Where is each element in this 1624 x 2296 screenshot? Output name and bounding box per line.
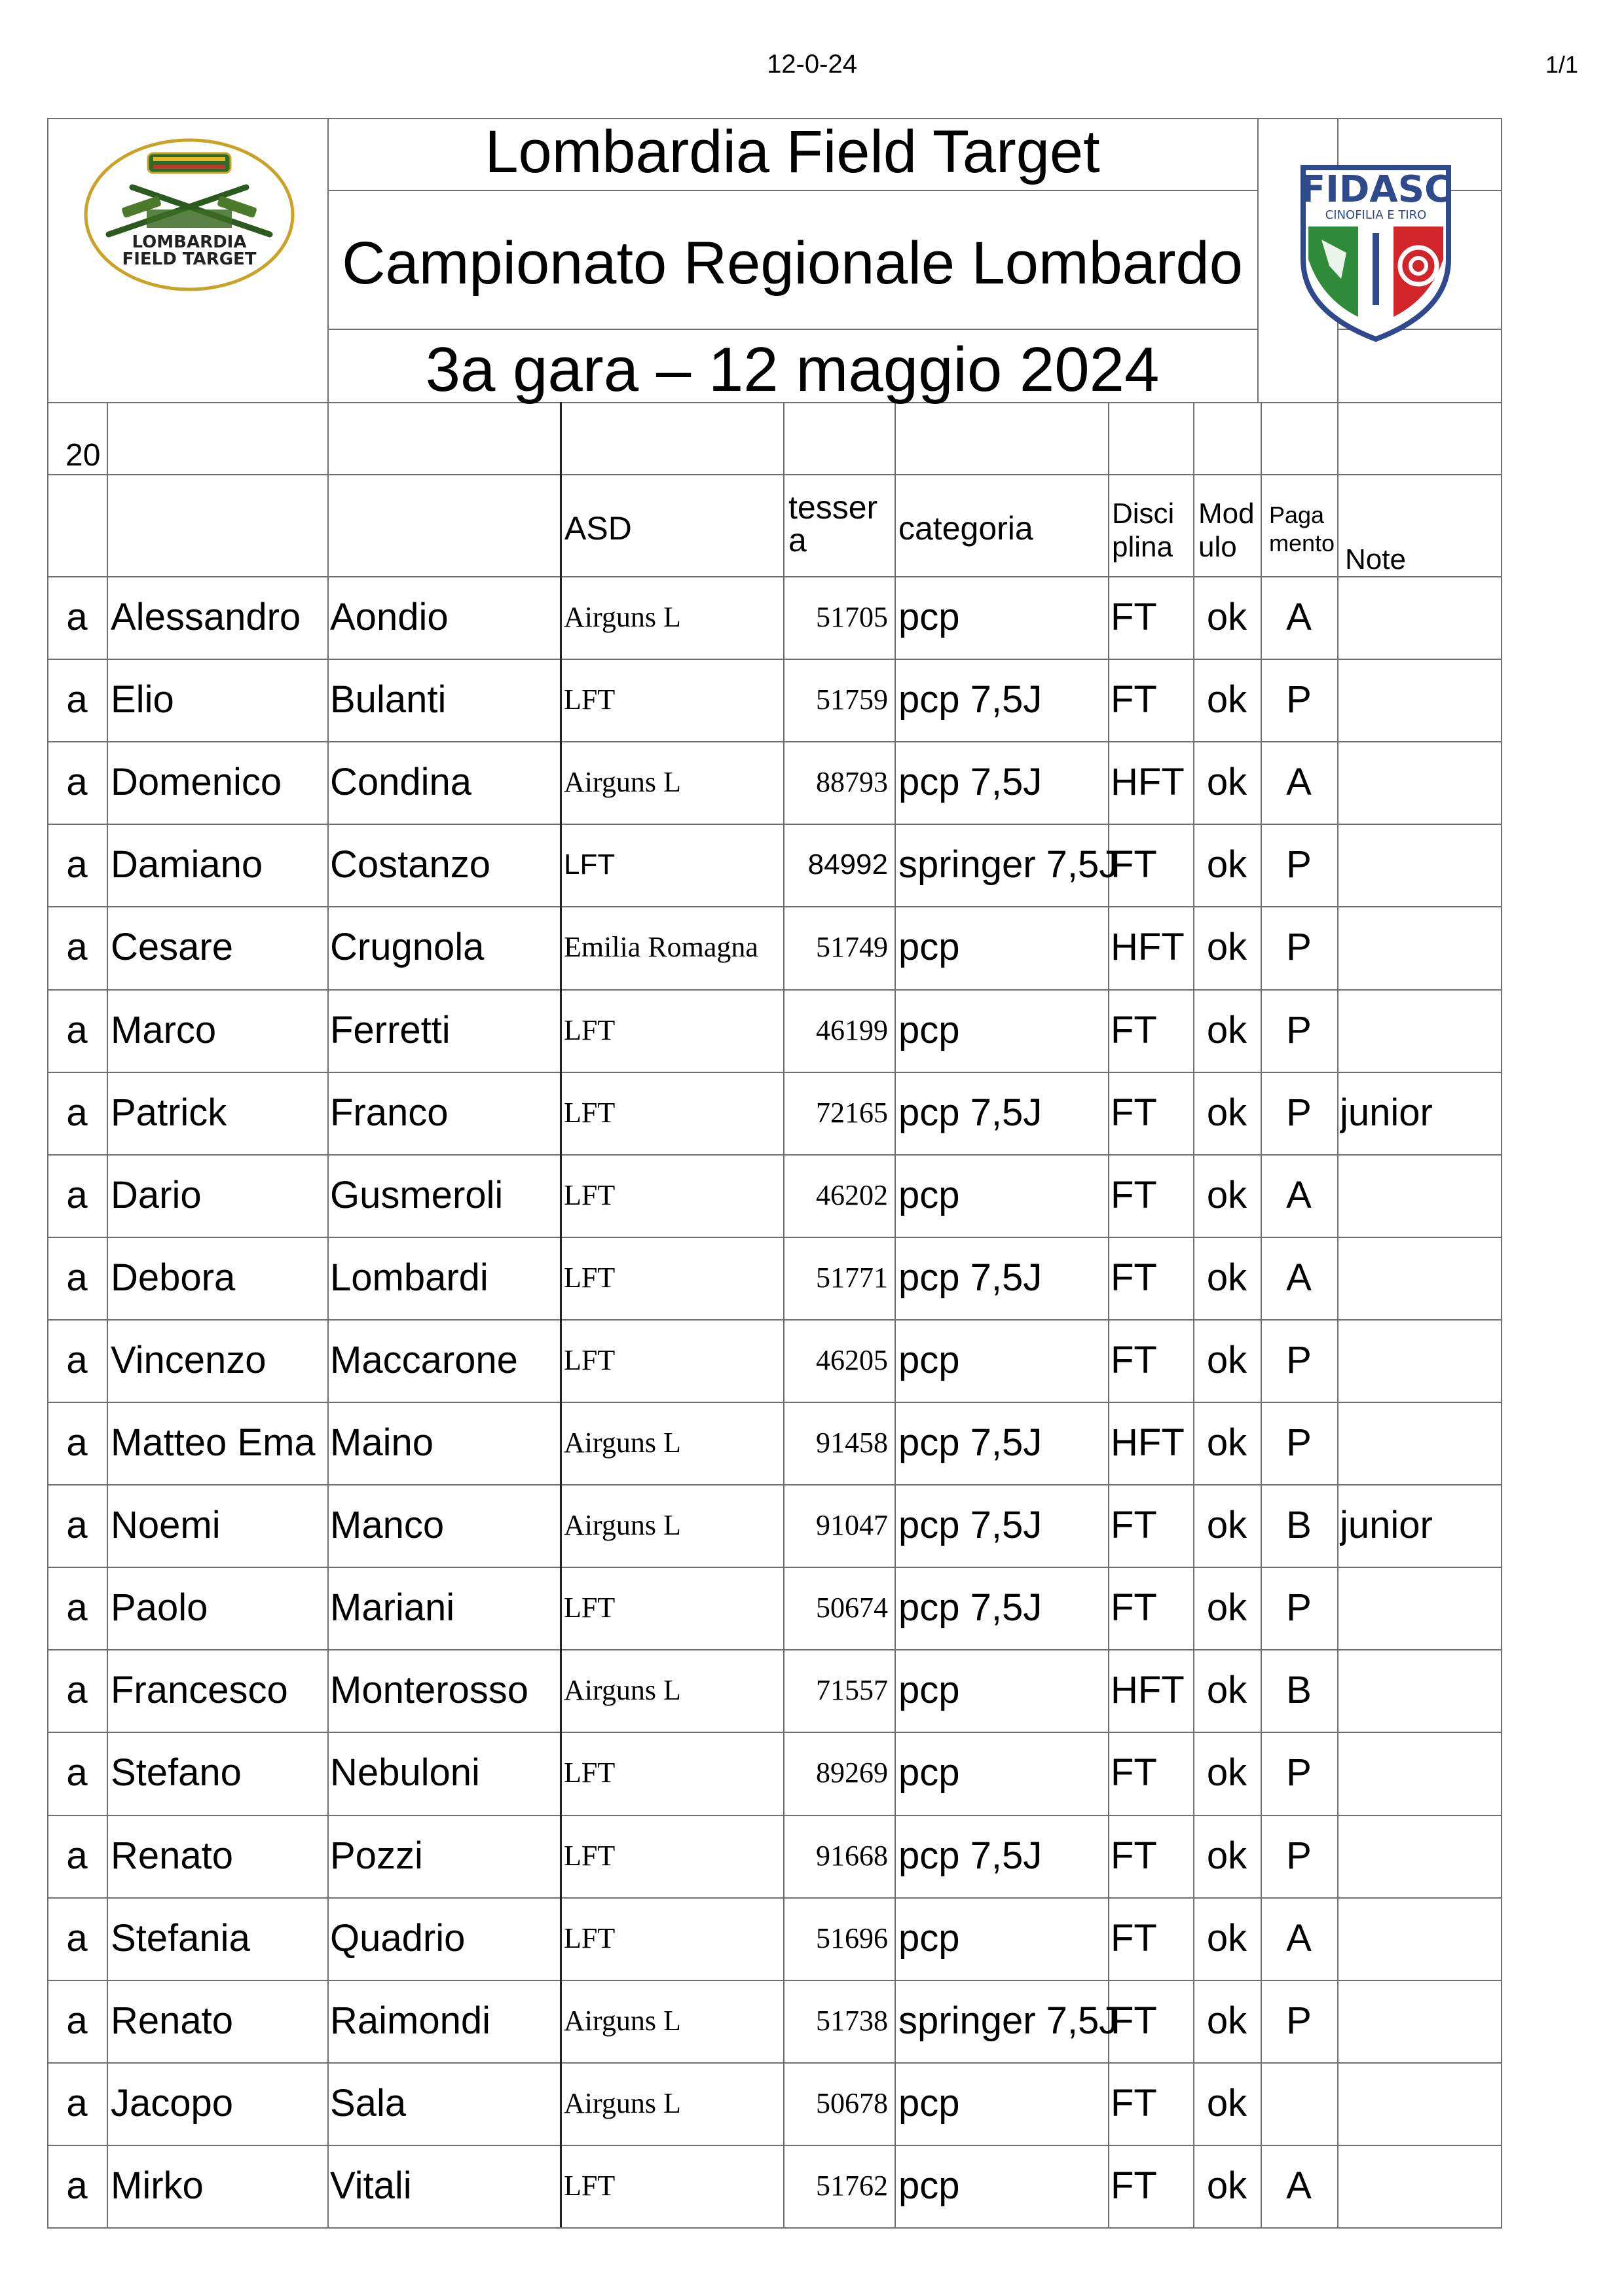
cell-modulo: ok [1206,1091,1247,1134]
cell-first-name: Jacopo [111,2082,234,2124]
cell-last-name: Crugnola [330,926,485,968]
cell-modulo: ok [1206,1834,1247,1877]
cell-first-name: Elio [111,678,174,721]
cell-categoria: pcp [898,1339,960,1381]
cell-disciplina: FT [1111,1999,1157,2042]
cell-pagamento: A [1286,1174,1312,1216]
cell-last-name: Costanzo [330,843,491,886]
table-row [0,1237,1624,1319]
cell-modulo: ok [1206,596,1247,638]
cell-first-name: Damiano [111,843,263,886]
cell-tessera: 51759 [816,683,888,716]
table-row [0,1154,1624,1237]
cell-row-marker: a [66,1669,88,1711]
cell-tessera: 51738 [816,2005,888,2037]
cell-asd: LFT [564,1097,616,1129]
col-asd: ASD [564,510,632,547]
col-modulo: Mod ulo [1198,498,1255,563]
cell-first-name: Paolo [111,1586,208,1629]
cell-row-marker: a [66,1999,88,2042]
table-row [0,989,1624,1072]
cell-pagamento: A [1286,2164,1312,2207]
cell-categoria: pcp [898,1174,960,1216]
event-date: 3a gara – 12 maggio 2024 [425,335,1160,405]
cell-row-marker: a [66,1834,88,1877]
cell-disciplina: FT [1111,2082,1157,2124]
cell-disciplina: FT [1111,678,1157,721]
table-row [0,1484,1624,1567]
cell-row-marker: a [66,1256,88,1299]
cell-first-name: Alessandro [111,596,301,638]
table-row [0,1319,1624,1402]
cell-note [1340,1897,1498,1980]
fidasc-tagline: CINOFILIA E TIRO [1325,208,1427,222]
grid-hline [47,2227,1502,2229]
cell-categoria: pcp 7,5J [898,1504,1043,1546]
table-row [0,1897,1624,1980]
table-row [0,1072,1624,1154]
cell-pagamento: P [1286,1339,1312,1381]
cell-last-name: Bulanti [330,678,447,721]
table-row [0,2145,1624,2227]
cell-tessera: 89269 [816,1757,888,1789]
cell-asd: Airguns L [564,1509,681,1541]
cell-disciplina: FT [1111,1091,1157,1134]
cell-note [1340,576,1498,659]
cell-disciplina: HFT [1111,926,1185,968]
table-row [0,1980,1624,2062]
championship-title: Campionato Regionale Lombardo [342,230,1243,297]
cell-categoria: pcp [898,1009,960,1051]
cell-first-name: Matteo Ema [111,1421,316,1464]
cell-first-name: Stefano [111,1751,242,1794]
cell-note [1340,989,1498,1072]
cell-disciplina: FT [1111,1339,1157,1381]
cell-first-name: Mirko [111,2164,204,2207]
cell-disciplina: FT [1111,1504,1157,1546]
cell-modulo: ok [1206,2082,1247,2124]
cell-first-name: Francesco [111,1669,288,1711]
cell-tessera: 91458 [816,1427,888,1459]
col-note: Note [1345,543,1406,575]
cell-last-name: Pozzi [330,1834,423,1877]
cell-categoria: pcp 7,5J [898,1421,1043,1464]
cell-modulo: ok [1206,1586,1247,1629]
cell-note [1340,2062,1498,2145]
cell-row-marker: a [66,596,88,638]
cell-categoria: pcp 7,5J [898,1256,1043,1299]
cell-pagamento: P [1286,1009,1312,1051]
cell-tessera: 50674 [816,1592,888,1624]
cell-first-name: Stefania [111,1917,250,1959]
cell-categoria: springer 7,5J [898,843,1118,886]
cell-last-name: Ferretti [330,1009,451,1051]
cell-modulo: ok [1206,1504,1247,1546]
cell-asd: LFT [564,848,616,881]
cell-modulo: ok [1206,1339,1247,1381]
cell-disciplina: FT [1111,1256,1157,1299]
table-row [0,2062,1624,2145]
cell-pagamento [1261,2062,1337,2145]
table-row [0,659,1624,741]
cell-last-name: Lombardi [330,1256,489,1299]
cell-asd: LFT [564,1014,616,1046]
cell-asd: Airguns L [564,601,681,633]
cell-last-name: Quadrio [330,1917,466,1959]
cell-pagamento: P [1286,1751,1312,1794]
cell-pagamento: A [1286,1256,1312,1299]
cell-modulo: ok [1206,1421,1247,1464]
col-disciplina: Disci plina [1112,498,1175,563]
cell-tessera: 46205 [816,1344,888,1376]
cell-row-marker: a [66,1504,88,1546]
cell-modulo: ok [1206,843,1247,886]
cell-first-name: Renato [111,1999,234,2042]
cell-categoria: pcp [898,926,960,968]
cell-disciplina: HFT [1111,1669,1185,1711]
cell-row-marker: a [66,1174,88,1216]
table-row [0,1815,1624,1897]
cell-asd: Emilia Romagna [564,931,758,963]
cell-tessera: 51705 [816,601,888,633]
cell-note [1340,1649,1498,1732]
cell-tessera: 46199 [816,1014,888,1046]
cell-last-name: Vitali [330,2164,412,2207]
cell-pagamento: P [1286,1091,1312,1134]
cell-modulo: ok [1206,761,1247,803]
cell-categoria: pcp 7,5J [898,1834,1043,1877]
table-row [0,824,1624,906]
cell-categoria: pcp 7,5J [898,761,1043,803]
cell-first-name: Domenico [111,761,282,803]
cell-note [1340,1237,1498,1319]
event-title: Lombardia Field Target [485,118,1100,185]
document-date: 12-0-24 [767,50,857,79]
cell-tessera: 51696 [816,1922,888,1954]
cell-tessera: 46202 [816,1179,888,1211]
cell-pagamento: A [1286,596,1312,638]
cell-last-name: Gusmeroli [330,1174,504,1216]
cell-note [1340,824,1498,906]
cell-disciplina: FT [1111,843,1157,886]
grid-hline [47,474,1502,475]
cell-last-name: Sala [330,2082,407,2124]
cell-asd: LFT [564,683,616,716]
cell-row-marker: a [66,1009,88,1051]
cell-asd: LFT [564,1344,616,1376]
cell-row-marker: a [66,843,88,886]
cell-tessera: 51762 [816,2170,888,2202]
cell-tessera: 72165 [816,1097,888,1129]
cell-asd: LFT [564,1922,616,1954]
cell-note [1340,1815,1498,1897]
cell-pagamento: P [1286,1834,1312,1877]
cell-categoria: pcp [898,2082,960,2124]
cell-tessera: 91047 [816,1509,888,1541]
cell-note [1340,1319,1498,1402]
cell-note [1340,906,1498,989]
cell-note [1340,1567,1498,1649]
cell-last-name: Mariani [330,1586,455,1629]
cell-last-name: Aondio [330,596,449,638]
cell-categoria: pcp 7,5J [898,1091,1043,1134]
cell-first-name: Noemi [111,1504,221,1546]
cell-row-marker: a [66,1586,88,1629]
col-tessera: tesser a [788,489,878,558]
cell-modulo: ok [1206,678,1247,721]
cell-asd: LFT [564,1179,616,1211]
cell-asd: LFT [564,2170,616,2202]
cell-tessera: 50678 [816,2087,888,2119]
cell-note [1340,741,1498,824]
cell-row-marker: a [66,1751,88,1794]
cell-last-name: Condina [330,761,472,803]
cell-row-marker: a [66,1339,88,1381]
cell-pagamento: A [1286,1917,1312,1959]
cell-disciplina: HFT [1111,761,1185,803]
cell-categoria: pcp [898,596,960,638]
cell-categoria: springer 7,5J [898,1999,1118,2042]
cell-disciplina: FT [1111,1917,1157,1959]
cell-categoria: pcp [898,1669,960,1711]
cell-row-marker: a [66,678,88,721]
cell-modulo: ok [1206,1751,1247,1794]
cell-disciplina: FT [1111,1586,1157,1629]
cell-modulo: ok [1206,1174,1247,1216]
cell-disciplina: FT [1111,596,1157,638]
cell-disciplina: FT [1111,1174,1157,1216]
cell-first-name: Marco [111,1009,217,1051]
cell-modulo: ok [1206,1917,1247,1959]
cell-modulo: ok [1206,2164,1247,2207]
cell-pagamento: A [1286,761,1312,803]
cell-pagamento: P [1286,1999,1312,2042]
cell-pagamento: B [1286,1669,1312,1711]
cell-categoria: pcp [898,1751,960,1794]
col-categoria: categoria [898,510,1033,547]
cell-categoria: pcp 7,5J [898,678,1043,721]
cell-first-name: Dario [111,1174,202,1216]
table-row [0,1567,1624,1649]
cell-disciplina: FT [1111,2164,1157,2207]
cell-pagamento: P [1286,1586,1312,1629]
cell-asd: Airguns L [564,2087,681,2119]
cell-asd: LFT [564,1592,616,1624]
cell-tessera: 84992 [807,848,888,881]
cell-last-name: Franco [330,1091,449,1134]
table-row [0,1732,1624,1814]
col-pagamento: Paga mento [1269,501,1335,557]
left-logo-line2: FIELD TARGET [122,249,257,269]
cell-first-name: Patrick [111,1091,227,1134]
left-logo-line1: LOMBARDIA [132,232,247,252]
cell-first-name: Vincenzo [111,1339,267,1381]
cell-note: junior [1340,1091,1433,1134]
cell-row-marker: a [66,2082,88,2124]
cell-row-marker: a [66,926,88,968]
cell-asd: Airguns L [564,1427,681,1459]
table-row [0,741,1624,824]
table-row [0,906,1624,989]
grid-vline [107,402,108,474]
page-number: 1/1 [1545,51,1578,78]
table-row [0,1649,1624,1732]
cell-disciplina: FT [1111,1751,1157,1794]
cell-tessera: 51771 [816,1262,888,1294]
cell-modulo: ok [1206,1009,1247,1051]
table-row [0,576,1624,659]
cell-asd: Airguns L [564,1674,681,1706]
cell-pagamento: P [1286,1421,1312,1464]
cell-asd: Airguns L [564,2005,681,2037]
cell-note [1340,1402,1498,1484]
cell-asd: LFT [564,1262,616,1294]
cell-last-name: Raimondi [330,1999,490,2042]
cell-pagamento: P [1286,926,1312,968]
cell-first-name: Debora [111,1256,236,1299]
cell-tessera: 71557 [816,1674,888,1706]
cell-asd: LFT [564,1840,616,1872]
cell-note [1340,1154,1498,1237]
fidasc-logo [1295,161,1456,343]
cell-disciplina: HFT [1111,1421,1185,1464]
cell-note [1340,2145,1498,2227]
cell-pagamento: P [1286,678,1312,721]
cell-row-marker: a [66,761,88,803]
cell-last-name: Maino [330,1421,434,1464]
cell-categoria: pcp 7,5J [898,1586,1043,1629]
cell-categoria: pcp [898,2164,960,2207]
cell-row-marker: a [66,1917,88,1959]
cell-disciplina: FT [1111,1009,1157,1051]
cell-note [1340,1980,1498,2062]
cell-modulo: ok [1206,1256,1247,1299]
cell-note: junior [1340,1504,1433,1546]
cell-note [1340,659,1498,741]
cell-tessera: 91668 [816,1840,888,1872]
cell-pagamento: P [1286,843,1312,886]
cell-last-name: Maccarone [330,1339,518,1381]
cell-disciplina: FT [1111,1834,1157,1877]
cell-row-marker: a [66,2164,88,2207]
cell-asd: Airguns L [564,766,681,798]
table-row [0,1402,1624,1484]
cell-last-name: Manco [330,1504,445,1546]
fidasc-name: FIDASC [1300,168,1452,211]
cell-first-name: Renato [111,1834,234,1877]
cell-row-marker: a [66,1091,88,1134]
cell-note [1340,1732,1498,1814]
cell-last-name: Nebuloni [330,1751,480,1794]
cell-last-name: Monterosso [330,1669,529,1711]
cell-tessera: 51749 [816,931,888,963]
cell-modulo: ok [1206,1999,1247,2042]
lombardia-field-target-logo [83,136,296,293]
cell-asd: LFT [564,1757,616,1789]
cell-modulo: ok [1206,926,1247,968]
participant-count: 20 [65,438,101,473]
cell-pagamento: B [1286,1504,1312,1546]
cell-tessera: 88793 [816,766,888,798]
cell-modulo: ok [1206,1669,1247,1711]
cell-row-marker: a [66,1421,88,1464]
cell-first-name: Cesare [111,926,233,968]
cell-categoria: pcp [898,1917,960,1959]
